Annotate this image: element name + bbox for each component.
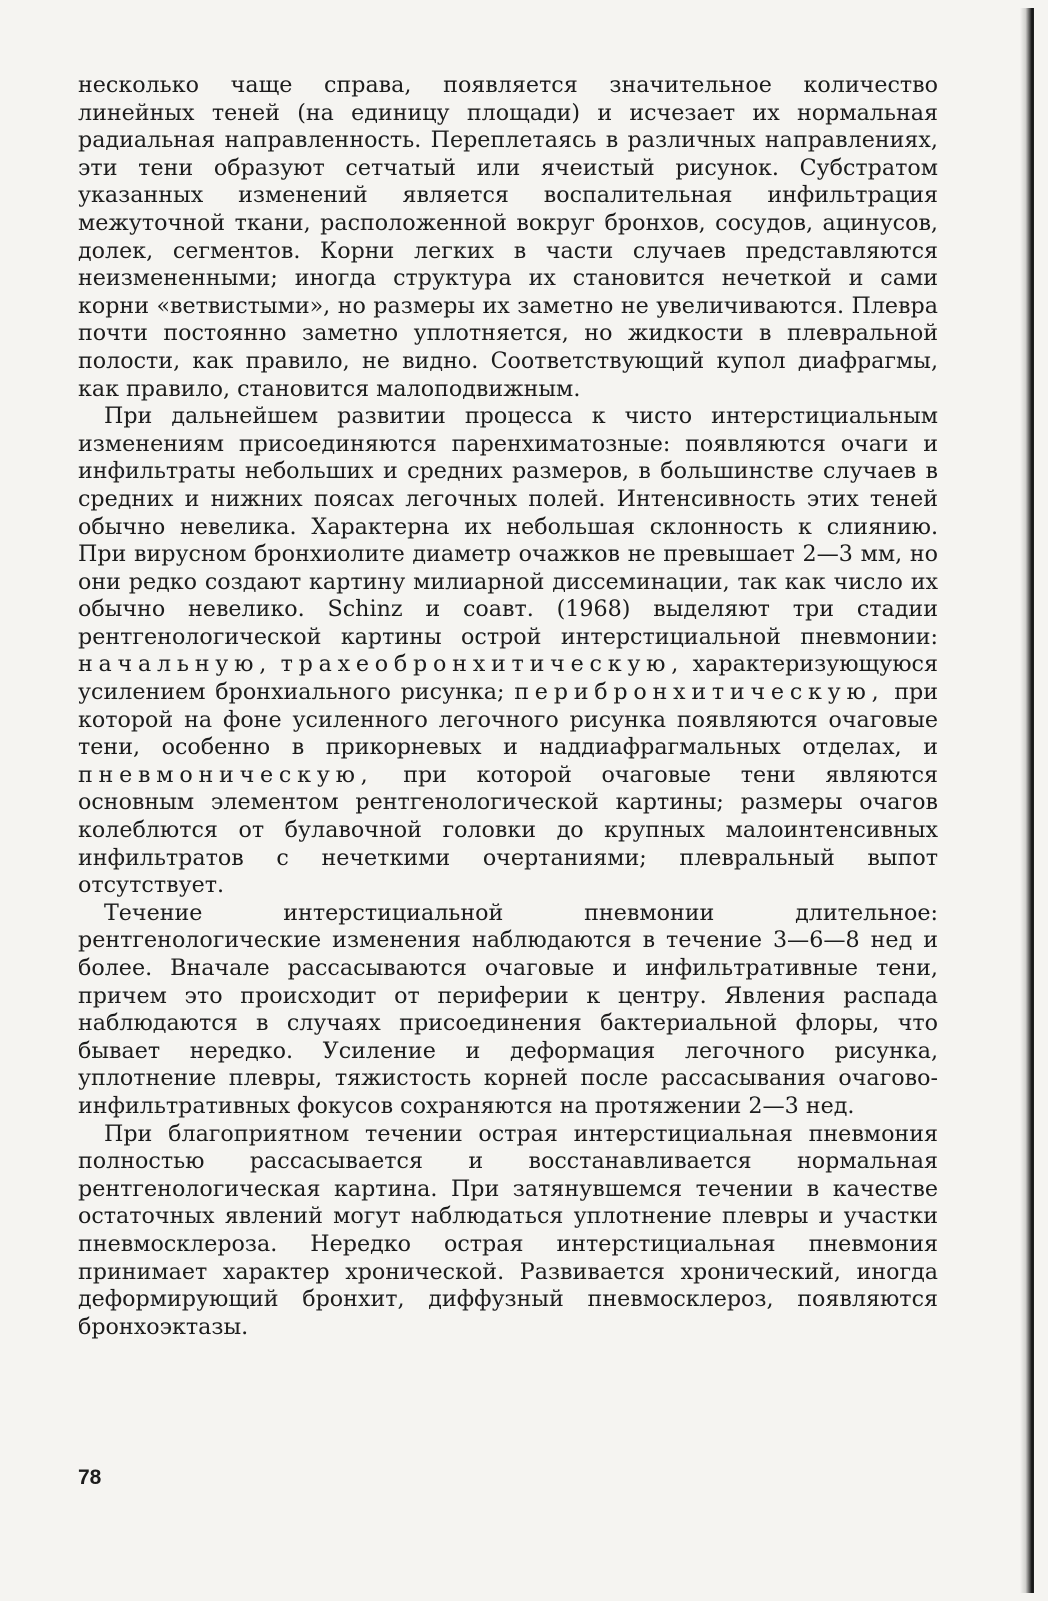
stage-peribronchitic: перибронхитическую, [514,679,885,706]
paragraph-3: Течение интерстициальной пневмонии длительное: рентгенологические изменения наблюдаются в течение 3—6—8 нед и более. Вначале рассасываются очаговые и инфильтративные тени, причем это происходит от периферии к центру. Явления распада наблюдаются в случаях присоединения бактериальной флоры, что бывает нередко. Усиление и деформация легочного рисунка, уплотнение плевры, тяжистость корней после рассасывания очагово-инфильтративных фокусов сохраняются на протяжении 2—3 нед. [78,899,938,1119]
paragraph-4: При благоприятном течении острая интерстициальная пневмония полностью рассасывается и восстанавливается нормальная рентгенологическая картина. При затянувшемся течении в качестве остаточных явлений могут наблюдаться уплотнение плевры и участки пневмосклероза. Нередко острая интерстициальная пневмония принимает характер хронической. Развивается хронический, иногда деформирующий бронхит, диффузный пневмосклероз, появляются бронхоэктазы. [78,1120,938,1340]
stage-pneumonic-text: при которой очаговые тени являются основным элементом рентгенологической картины; размеры очагов колеблются от булавочной головки до крупных малоинтенсивных инфильтратов с нечеткими очертаниями; плевральный выпот отсутствует. [78,761,938,899]
paragraph-2 [78,403,938,900]
page-number: 78 [78,1466,102,1489]
paragraph-1: несколько чаще справа, появляется значительное количество линейных теней (на единицу площади) и исчезает их нормальная радиальная направленность. Переплетаясь в различных направлениях, эти тени образуют сетчатый или ячеистый рисунок. Субстратом указанных изменений является воспалительная инфильтрация межуточной ткани, расположенной вокруг бронхов, сосудов, ацинусов, долек, сегментов. Корни легких в части случаев представляются неизмененными; иногда структура их становится нечеткой и сами корни «ветвистыми», но размеры их заметно не увеличиваются. Плевра почти постоянно заметно уплотняется, но жидкости в плевральной полости, как правило, не видно. Соответствующий купол диафрагмы, как правило, становится малоподвижным. [78,72,938,402]
body-text [78,72,938,1341]
stage-tracheobronchitic: трахеобронхитическую, [280,651,685,678]
page-edge-shadow [1020,8,1034,1593]
stage-pneumonic: пневмоническую, [78,761,374,788]
stage-initial: начальную, [78,651,273,678]
stage-tracheobronchitic-text: характеризующуюся усилением бронхиального рисунка; [78,651,938,706]
stage-peribronchitic-text: при которой на фоне усиленного легочного рисунка появляются очаговые тени, особенно в прикорневых и наддиафрагмальных отделах, и [78,679,939,761]
paragraph-2-text: При дальнейшем развитии процесса к чисто интерстициальным изменениям присоединяются паренхиматозные: появляются очаги и инфильтраты небольших и средних размеров, в большинстве случаев в средних и нижних поясах легочных полей. Интенсивность этих теней обычно невелика. Характерна их небольшая склонность к слиянию. При вирусном бронхиолите диаметр очажков не превышает 2—3 мм, но они редко создают картину милиарной диссеминации, так как число их обычно невелико. Schinz и соавт. (1968) выделяют три стадии рентгенологической картины острой интерстициальной пневмонии: [78,403,938,650]
